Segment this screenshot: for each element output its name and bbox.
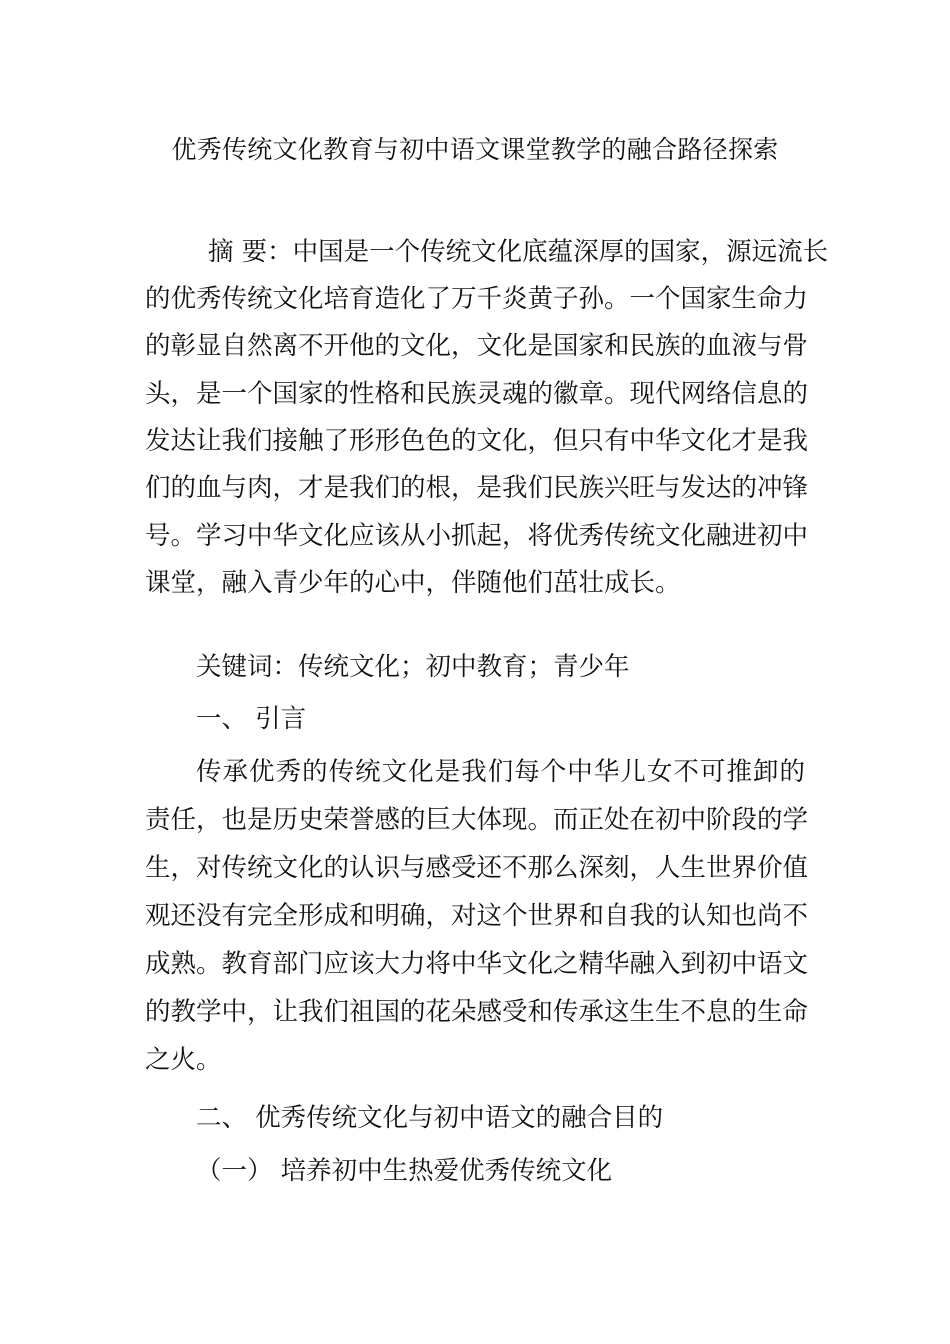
abstract-line: 头，是一个国家的性格和民族灵魂的徽章。现代网络信息的 <box>145 379 809 409</box>
body-line: 生，对传统文化的认识与感受还不那么深刻，人生世界价值 <box>145 853 809 883</box>
body-line: 成熟。教育部门应该大力将中华文化之精华融入到初中语文 <box>145 949 809 979</box>
body-line: 观还没有完全形成和明确，对这个世界和自我的认知也尚不 <box>145 901 809 931</box>
body-line: 传承优秀的传统文化是我们每个中华儿女不可推卸的 <box>196 757 805 787</box>
section-heading-integration-purpose: 二、 优秀传统文化与初中语文的融合目的 <box>196 1103 664 1133</box>
body-line: 责任，也是历史荣誉感的巨大体现。而正处在初中阶段的学 <box>145 805 809 835</box>
body-line: 之火。 <box>145 1045 222 1075</box>
abstract-line: 的彰显自然离不开他的文化，文化是国家和民族的血液与骨 <box>145 331 809 361</box>
abstract-line: 们的血与肉，才是我们的根，是我们民族兴旺与发达的冲锋 <box>145 473 809 503</box>
abstract-line: 课堂，融入青少年的心中，伴随他们茁壮成长。 <box>145 568 681 598</box>
document-title: 优秀传统文化教育与初中语文课堂教学的融合路径探索 <box>171 135 779 164</box>
body-line: 的教学中，让我们祖国的花朵感受和传承这生生不息的生命 <box>145 997 809 1027</box>
subsection-heading: （一） 培养初中生热爱优秀传统文化 <box>196 1156 613 1186</box>
keywords: 关键词：传统文化；初中教育；青少年 <box>196 652 630 682</box>
abstract-line: 号。学习中华文化应该从小抓起，将优秀传统文化融进初中 <box>145 521 809 551</box>
abstract-line: 摘 要：中国是一个传统文化底蕴深厚的国家，源远流长 <box>208 237 829 267</box>
abstract-line: 的优秀传统文化培育造化了万千炎黄子孙。一个国家生命力 <box>145 284 809 314</box>
abstract-line: 发达让我们接触了形形色色的文化，但只有中华文化才是我 <box>145 426 809 456</box>
section-heading-introduction: 一、 引言 <box>196 704 307 734</box>
